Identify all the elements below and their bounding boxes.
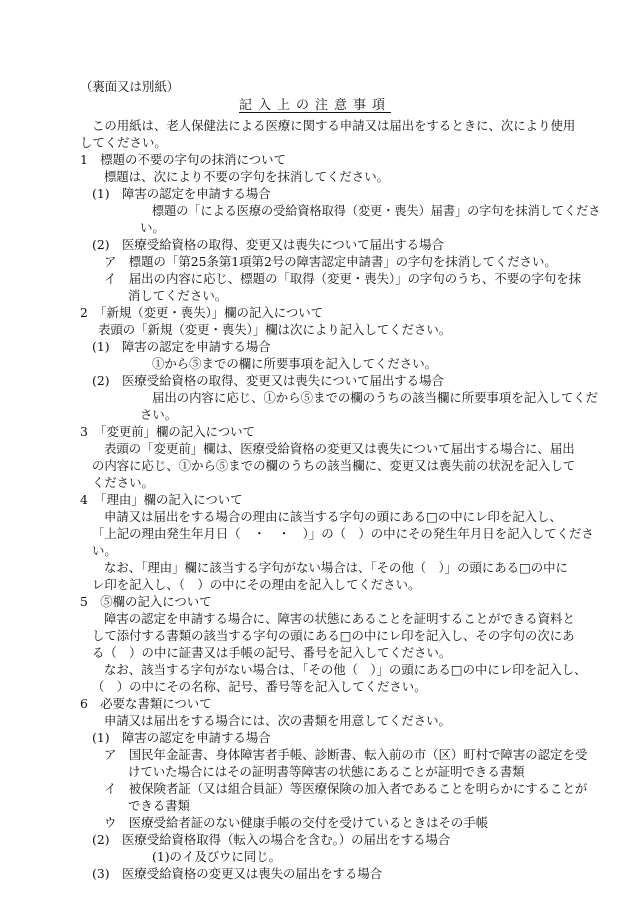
section-heading: 1 標題の不要の字句の抹消について: [80, 152, 286, 167]
page-title: 記入上の注意事項: [238, 98, 391, 113]
sub-heading: (1) 障害の認定を申請する場合: [92, 186, 271, 201]
body-line: い。: [140, 220, 165, 235]
body-line: なお、該当する字句がない場合は、「その他（ ）」の頭にある□の中にレ印を記入し、: [104, 662, 587, 677]
body-line: 表頭の「新規（変更・喪失）」欄は次により記入してください。: [98, 322, 452, 337]
section-heading: 2 「新規（変更・喪失）」欄の記入について: [80, 305, 324, 320]
list-item: ア 標題の「第25条第1項第2号の障害認定申請書」の字句を抹消してください。: [104, 254, 557, 269]
body-line: 標題は、次により不要の字句を抹消してください。: [104, 169, 389, 184]
sub-heading: (2) 医療受給資格取得（転入の場合を含む。）の届出をする場合: [92, 832, 451, 847]
section-heading: 4 「理由」欄の記入について: [80, 492, 243, 507]
body-line: 申請又は届出をする場合には、次の書類を用意してください。: [104, 713, 451, 728]
list-item: けていた場合にはその証明書等障害の状態にあることが証明できる書類: [128, 764, 525, 779]
body-line: ①から⑤までの欄に所要事項を記入してください。: [152, 356, 437, 371]
body-line: い。: [92, 543, 117, 558]
list-item: 消してください。: [128, 288, 228, 303]
body-line: して添付する書類の該当する字句の頭にある□の中にレ印を記入し、その字句の次にあ: [92, 628, 575, 643]
body-line: ください。: [92, 475, 154, 490]
body-line: 障害の認定を申請する場合に、障害の状態にあることを証明することができる資料と: [104, 611, 575, 626]
body-line: 「上記の理由発生年月日（ ・ ・ ）」の（ ）の中にその発生年月日を記入してくださ: [92, 526, 594, 541]
body-line: （ ）の中にその名称、記号、番号等を記入してください。: [92, 679, 427, 694]
list-item: ア 国民年金証書、身体障害者手帳、診断書、転入前の市（区）町村で障害の認定を受: [104, 747, 588, 762]
sub-heading: (2) 医療受給資格の取得、変更又は喪失について届出する場合: [92, 373, 444, 388]
sub-heading: (1) 障害の認定を申請する場合: [92, 730, 271, 745]
body-line: 標題の「による医療の受給資格取得（変更・喪失）届書」の字句を抹消してくださ: [152, 203, 601, 218]
intro-line: この用紙は、老人保健法による医療に関する申請又は届出をするときに、次により使用: [92, 118, 576, 133]
intro-line: してください。: [80, 135, 167, 150]
list-item: できる書類: [128, 798, 190, 813]
body-line: なお、「理由」欄に該当する字句がない場合は、「その他（ ）」の頭にある□の中に: [104, 560, 568, 575]
list-item: イ 届出の内容に応じ、標題の「取得（変更・喪失）」の字句のうち、不要の字句を抹: [104, 271, 582, 286]
list-item: ウ 医療受給者証のない健康手帳の交付を受けているときはその手帳: [104, 815, 489, 830]
body-line: の内容に応じ、①から⑤までの欄のうちの該当欄に、変更又は喪失前の状況を記入して: [92, 458, 576, 473]
body-line: る（ ）の中に証書又は手帳の記号、番号を記入してください。: [92, 645, 452, 660]
section-heading: 3 「変更前」欄の記入について: [80, 424, 255, 439]
sub-heading: (3) 医療受給資格の変更又は喪失の届出をする場合: [92, 866, 383, 881]
body-line: さい。: [140, 407, 178, 422]
body-line: レ印を記入し、（ ）の中にその理由を記入してください。: [92, 577, 421, 592]
page-note: （裏面又は別紙）: [80, 79, 180, 94]
list-item: イ 被保険者証（又は組合員証）等医療保険の加入者であることを明らかにすることが: [104, 781, 588, 796]
body-line: 届出の内容に応じ、①から⑤までの欄のうちの該当欄に所要事項を記入してくだ: [152, 390, 599, 405]
section-heading: 5 ⑤欄の記入について: [80, 594, 212, 609]
body-line: (1)のイ及びウに同じ。: [152, 849, 282, 864]
section-heading: 6 必要な書類について: [80, 696, 212, 711]
sub-heading: (1) 障害の認定を申請する場合: [92, 339, 271, 354]
body-line: 表頭の「変更前」欄は、医療受給資格の変更又は喪失について届出する場合に、届出: [104, 441, 575, 456]
sub-heading: (2) 医療受給資格の取得、変更又は喪失について届出する場合: [92, 237, 444, 252]
body-line: 申請又は届出をする場合の理由に該当する字句の頭にある□の中にレ印を記入し、: [104, 509, 562, 524]
